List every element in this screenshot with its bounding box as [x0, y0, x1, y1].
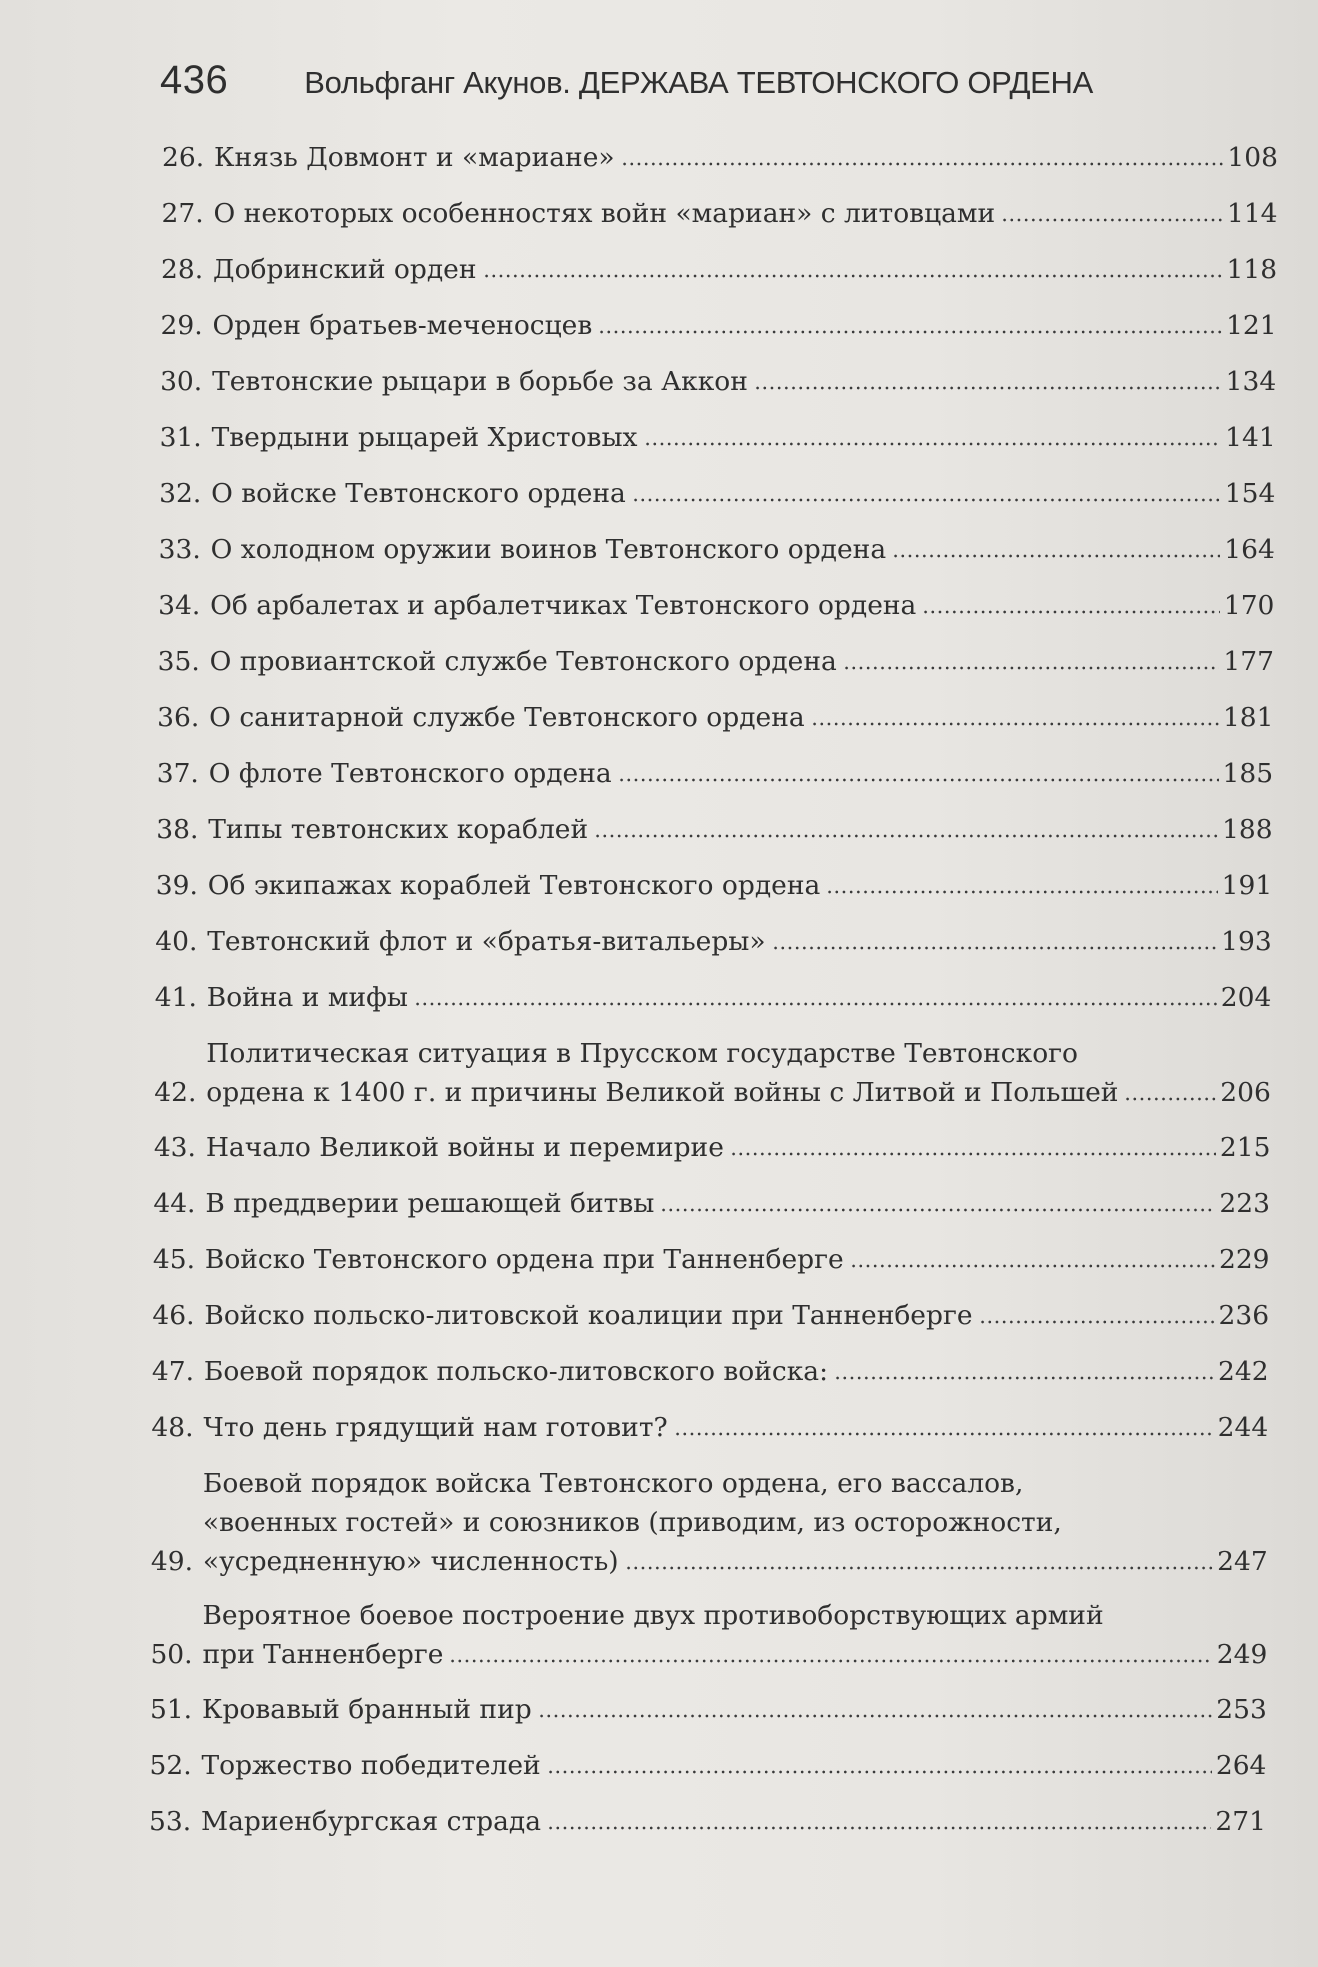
toc-entry-title-line: Тевтонский флот и «братья-витальеры»: [207, 926, 766, 957]
toc-entry-number: 47.: [151, 1356, 195, 1387]
toc-entry-title-line: Князь Довмонт и «мариане»: [214, 142, 615, 173]
dot-leader: [754, 385, 1222, 391]
toc-entry: [159, 474, 1275, 513]
toc-entry-page: 223: [1219, 1188, 1270, 1219]
dot-leader: [621, 161, 1224, 167]
running-title: Вольфганг Акунов. ДЕРЖАВА ТЕВТОНСКОГО ОРДЕНА: [304, 65, 1094, 100]
toc-entry: [150, 1596, 1267, 1674]
page-number: 436: [160, 58, 229, 102]
toc-entry-number: 44.: [153, 1188, 196, 1219]
dot-leader: [811, 721, 1219, 727]
toc-entry: [149, 1802, 1266, 1841]
toc-entry-title-line: Торжество победителей: [201, 1750, 541, 1781]
toc-entry: [158, 586, 1274, 625]
dot-leader: [547, 1825, 1211, 1831]
dot-leader: [1124, 1096, 1216, 1102]
dot-leader: [538, 1713, 1213, 1719]
dot-leader: [922, 609, 1219, 615]
toc-entry: [156, 866, 1272, 905]
toc-entry-title-line: Войско польско-литовской коалиции при Танненберге: [204, 1300, 973, 1331]
toc-entry: [162, 138, 1278, 177]
toc-entry-title-line: В преддверии решающей битвы: [205, 1188, 655, 1219]
toc-entry-title-line: Мариенбургская страда: [201, 1806, 542, 1837]
toc-entry-number: 34.: [158, 590, 201, 621]
toc-entry: [161, 250, 1277, 289]
toc-entry-number: 45.: [152, 1244, 195, 1275]
toc-entry: [153, 1184, 1270, 1223]
dot-leader: [674, 1431, 1214, 1437]
toc-entry-title-line: Тевтонские рыцари в борьбе за Аккон: [212, 366, 748, 397]
toc-entry: [154, 1128, 1271, 1167]
dot-leader: [843, 665, 1220, 671]
toc-entry: [155, 922, 1272, 961]
toc-entry: [151, 1408, 1268, 1447]
dot-leader: [625, 1565, 1214, 1571]
toc-entry: [153, 1240, 1270, 1279]
toc-entry-page: 185: [1222, 758, 1274, 789]
toc-entry: [156, 810, 1272, 849]
toc-entry: [149, 1746, 1266, 1785]
toc-entry-number: 50.: [150, 1639, 193, 1670]
toc-entry-page: 114: [1226, 198, 1278, 229]
dot-leader: [834, 1375, 1214, 1381]
toc-entry-page: 108: [1227, 142, 1278, 173]
toc-entry-number: 40.: [155, 926, 198, 957]
toc-entry: [151, 1464, 1268, 1581]
toc-entry-page: 204: [1220, 982, 1272, 1013]
toc-entry-title-line: ордена к 1400 г. и причины Великой войны с Литвой и Польшей: [206, 1077, 1119, 1108]
toc-entry-title-line: Орден братьев-меченосцев: [212, 310, 593, 341]
toc-entry-number: 32.: [159, 478, 202, 509]
toc-entry-title-line: О провиантской службе Тевтонского ордена: [209, 646, 837, 677]
toc-entry-title-line: Начало Великой войны и перемирие: [205, 1132, 724, 1163]
dot-leader: [598, 329, 1222, 335]
toc-entry-number: 37.: [156, 758, 199, 789]
toc-entry-page: 181: [1222, 702, 1274, 733]
dot-leader: [850, 1263, 1215, 1269]
dot-leader: [660, 1207, 1215, 1213]
toc-entry-page: 206: [1220, 1077, 1271, 1108]
toc-entry: [158, 642, 1274, 681]
toc-entry-page: 264: [1215, 1750, 1267, 1781]
dot-leader: [644, 441, 1222, 447]
dot-leader: [632, 497, 1221, 503]
dot-leader: [979, 1319, 1215, 1325]
toc-entry-title-line: Боевой порядок войска Тевтонского ордена, его вассалов,: [202, 1468, 1024, 1499]
toc-entry-number: 35.: [157, 646, 200, 677]
dot-leader: [772, 945, 1218, 951]
toc-entry-page: 236: [1218, 1300, 1270, 1331]
toc-entry-title-line: Войско Тевтонского ордена при Танненберге: [204, 1244, 844, 1275]
toc-entry-number: 52.: [149, 1750, 192, 1781]
toc-entry-page: 193: [1221, 926, 1272, 957]
toc-entry-title-line: Боевой порядок польско-литовского войска:: [203, 1356, 829, 1387]
toc-entry-page: 154: [1224, 478, 1276, 509]
toc-entry-number: 51.: [149, 1694, 193, 1725]
toc-entry-title-line: О флоте Тевтонского ордена: [208, 758, 612, 789]
toc-entry-title-line: «военных гостей» и союзников (приводим, из осторожности,: [202, 1507, 1062, 1538]
toc-entry-number: 48.: [151, 1412, 194, 1443]
toc-entry-page: 188: [1222, 814, 1273, 845]
toc-entry: [152, 1352, 1269, 1391]
toc-entry-title-line: Об экипажах кораблей Тевтонского ордена: [207, 870, 821, 901]
toc-entry-number: 29.: [160, 310, 203, 341]
toc-entry-number: 36.: [157, 702, 200, 733]
toc-entry: [160, 362, 1276, 401]
dot-leader: [892, 553, 1220, 559]
dot-leader: [414, 1001, 1217, 1007]
toc-entry-page: 215: [1219, 1132, 1271, 1163]
toc-entry-number: 26.: [162, 142, 205, 173]
toc-entry-number: 38.: [156, 814, 199, 845]
toc-entry-title-line: Что день грядущий нам готовит?: [203, 1412, 668, 1443]
toc-entry-page: 134: [1225, 366, 1277, 397]
toc-entry-number: 30.: [160, 366, 203, 397]
toc-entry-page: 191: [1221, 870, 1273, 901]
toc-entry-number: 28.: [161, 254, 204, 285]
toc-entry-number: 49.: [150, 1546, 194, 1577]
dot-leader: [1001, 217, 1223, 223]
toc-entry-page: 177: [1223, 646, 1274, 677]
toc-entry-number: 39.: [155, 870, 198, 901]
toc-entry: [161, 306, 1277, 345]
toc-entry-title-line: «усредненную» численность): [202, 1546, 619, 1577]
dot-leader: [547, 1769, 1212, 1775]
toc-entry: [155, 978, 1272, 1017]
toc-entry-title-line: при Танненберге: [202, 1639, 444, 1670]
toc-entry-title-line: Типы тевтонских кораблей: [208, 814, 589, 845]
toc-entry-number: 27.: [161, 198, 204, 229]
toc-entry-page: 141: [1225, 422, 1276, 453]
dot-leader: [618, 777, 1219, 783]
toc-entry-number: 31.: [159, 422, 202, 453]
dot-leader: [730, 1151, 1216, 1157]
toc-entry-page: 121: [1226, 310, 1277, 341]
toc-entry-number: 42.: [154, 1077, 197, 1108]
dot-leader: [449, 1658, 1212, 1664]
toc-entry: [157, 698, 1273, 737]
toc-entry-title-line: О некоторых особенностях войн «мариан» с литовцами: [213, 198, 996, 229]
toc-entry-page: 271: [1215, 1806, 1266, 1837]
toc-entry-number: 46.: [152, 1300, 195, 1331]
toc-entry-number: 53.: [149, 1806, 192, 1837]
toc-entry-page: 164: [1224, 534, 1275, 565]
toc-entry-page: 253: [1216, 1694, 1267, 1725]
toc-entry-number: 43.: [153, 1132, 196, 1163]
toc-entry-page: 229: [1218, 1244, 1270, 1275]
toc-entry-page: 247: [1217, 1546, 1268, 1577]
toc-entry: [159, 530, 1275, 569]
toc-entry-title-line: О санитарной службе Тевтонского ордена: [209, 702, 805, 733]
toc-entry-title-line: О холодном оружии воинов Тевтонского ордена: [210, 534, 887, 565]
toc-entry-page: 170: [1223, 590, 1275, 621]
toc-entry-page: 249: [1216, 1639, 1268, 1670]
toc-entry-page: 118: [1226, 254, 1278, 285]
toc-entry-number: 41.: [154, 982, 197, 1013]
dot-leader: [594, 833, 1218, 839]
toc-entry-title-line: Добринский орден: [213, 254, 477, 285]
toc-entry-page: 244: [1217, 1412, 1269, 1443]
toc-entry-title-line: Вероятное боевое построение двух противоборствующих армий: [202, 1600, 1104, 1631]
toc-entry: [154, 1034, 1271, 1112]
toc-entry: [160, 418, 1276, 457]
toc-entry-title-line: Война и мифы: [206, 982, 408, 1013]
toc-entry: [157, 754, 1273, 793]
toc-entry-title-line: Твердыни рыцарей Христовых: [211, 422, 638, 453]
toc-entry-number: 33.: [158, 534, 201, 565]
toc-entry-title-line: Политическая ситуация в Прусском государстве Тевтонского: [206, 1038, 1078, 1069]
toc-entry-title-line: О войске Тевтонского ордена: [211, 478, 626, 509]
toc-entry-page: 242: [1218, 1356, 1269, 1387]
dot-leader: [826, 889, 1217, 895]
toc-entry-title-line: Кровавый бранный пир: [201, 1694, 532, 1725]
toc-entry: [150, 1690, 1267, 1729]
toc-entry-title-line: Об арбалетах и арбалетчиках Тевтонского ордена: [210, 590, 917, 621]
toc-entry: [152, 1296, 1269, 1335]
toc-entry: [162, 194, 1278, 233]
dot-leader: [483, 273, 1223, 279]
